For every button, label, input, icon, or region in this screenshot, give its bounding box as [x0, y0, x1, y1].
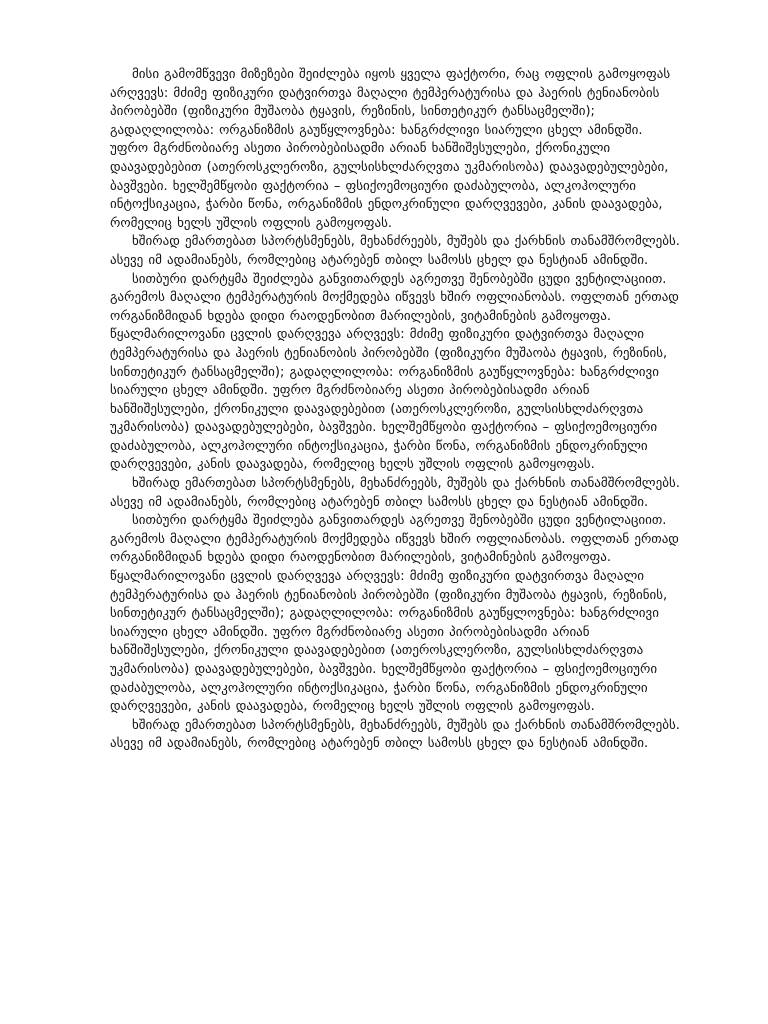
- paragraph-2: ხშირად ემართებათ სპორტსმენებს, მეხანძრეებს, მუშებს და ქარხნის თანამშრომლებს. ასევე იმ ადამიანებს, რომლებიც ატარებენ თბილ სამოსს ცხელ და ნესტიან ამინდში.: [110, 234, 680, 268]
- paragraph-1: მისი გამომწვევი მიზეზები შეიძლება იყოს ყველა ფაქტორი, რაც ოფლის გამოყოფას არღვევს: მძიმე ფიზიკური დატვირთვა მაღალი ტემპერატურისა და ჰაერის ტენიანობის პირობებში (ფიზიკური მუშაობა ტყავის, რეზინის, სინთეტიკურ ტანსაცმელში); გადაღლილობა: ორგანიზმის გაუწყლოვნება: ხანგრძლივი სიარული ცხელ ამინდში. უფრო მგრძნობიარე ასეთი პირობებისადმი არიან ხანშიშესულები, ქრონიკული დაავადებებით (ათეროსკლეროზი, გულსისხლძარღვთა უკმარისობა) დაავადებულებები, ბავშვები. ხელშემწყობი ფაქტორია – ფსიქოემოციური დაძაბულობა, ალკოჰოლური ინტოქსიკაცია, ჭარბი წონა, ორგანიზმის ენდოკრინული დარღვევები, კანის დაავადება, რომელიც ხელს უშლის ოფლის გამოყოფას.: [110, 67, 671, 231]
- paragraph-4: ხშირად ემართებათ სპორტსმენებს, მეხანძრეებს, მუშებს და ქარხნის თანამშრომლებს. ასევე იმ ადამიანებს, რომლებიც ატარებენ თბილ სამოსს ცხელ და ნესტიან ამინდში.: [110, 476, 680, 510]
- paragraph-6: ხშირად ემართებათ სპორტსმენებს, მეხანძრეებს, მუშებს და ქარხნის თანამშრომლებს. ასევე იმ ადამიანებს, რომლებიც ატარებენ თბილ სამოსს ცხელ და ნესტიან ამინდში.: [110, 717, 680, 752]
- paragraph-3: სითბური დარტყმა შეიძლება განვითარდეს აგრეთვე შენობებში ცუდი ვენტილაციით. გარემოს მაღალი ტემპერატურის მოქმედება იწვევს ხშირ ოფლიანობას. ოფლთან ერთად ორგანიზმიდან ხდება დიდი რაოდენობით მარილების, ვიტამინების გამოყოფა. წყალმარილოვანი ცვლის დარღვევა არღვევს: მძიმე ფიზიკური დატვირთვა მაღალი ტემპერატურისა და ჰაერის ტენიანობის პირობებში (ფიზიკური მუშაობა ტყავის, რეზინის, სინთეტიკურ ტანსაცმელში); გადაღლილობა: ორგანიზმის გაუწყლოვნება: ხანგრძლივი სიარული ცხელ ამინდში. უფრო მგრძნობიარე ასეთი პირობებისადმი არიან ხანშიშესულები, ქრონიკული დაავადებებით (ათეროსკლეროზი, გულსისხლძარღვთა უკმარისობა) დაავადებულებები, ბავშვები. ხელშემწყობი ფაქტორია – ფსიქოემოციური დაძაბულობა, ალკოჰოლური ინტოქსიკაცია, ჭარბი წონა, ორგანიზმის ენდოკრინული დარღვევები, კანის დაავადება, რომელიც ხელს უშლის ოფლის გამოყოფას.: [110, 271, 679, 473]
- paragraph-5: სითბური დარტყმა შეიძლება განვითარდეს აგრეთვე შენობებში ცუდი ვენტილაციით. გარემოს მაღალი ტემპერატურის მოქმედება იწვევს ხშირ ოფლიანობას. ოფლთან ერთად ორგანიზმიდან ხდება დიდი რაოდენობით მარილების, ვიტამინების გამოყოფა. წყალმარილოვანი ცვლის დარღვევა არღვევს: მძიმე ფიზიკური დატვირთვა მაღალი ტემპერატურისა და ჰაერის ტენიანობის პირობებში (ფიზიკური მუშაობა ტყავის, რეზინის, სინთეტიკურ ტანსაცმელში); გადაღლილობა: ორგანიზმის გაუწყლოვნება: ხანგრძლივი სიარული ცხელ ამინდში. უფრო მგრძნობიარე ასეთი პირობებისადმი არიან ხანშიშესულები, ქრონიკული დაავადებებით (ათეროსკლეროზი, გულსისხლძარღვთა უკმარისობა) დაავადებულებები, ბავშვები. ხელშემწყობი ფაქტორია – ფსიქოემოციური დაძაბულობა, ალკოჰოლური ინტოქსიკაცია, ჭარბი წონა, ორგანიზმის ენდოკრინული დარღვევები, კანის დაავადება, რომელიც ხელს უშლის ოფლის გამოყოფას.: [110, 513, 679, 715]
